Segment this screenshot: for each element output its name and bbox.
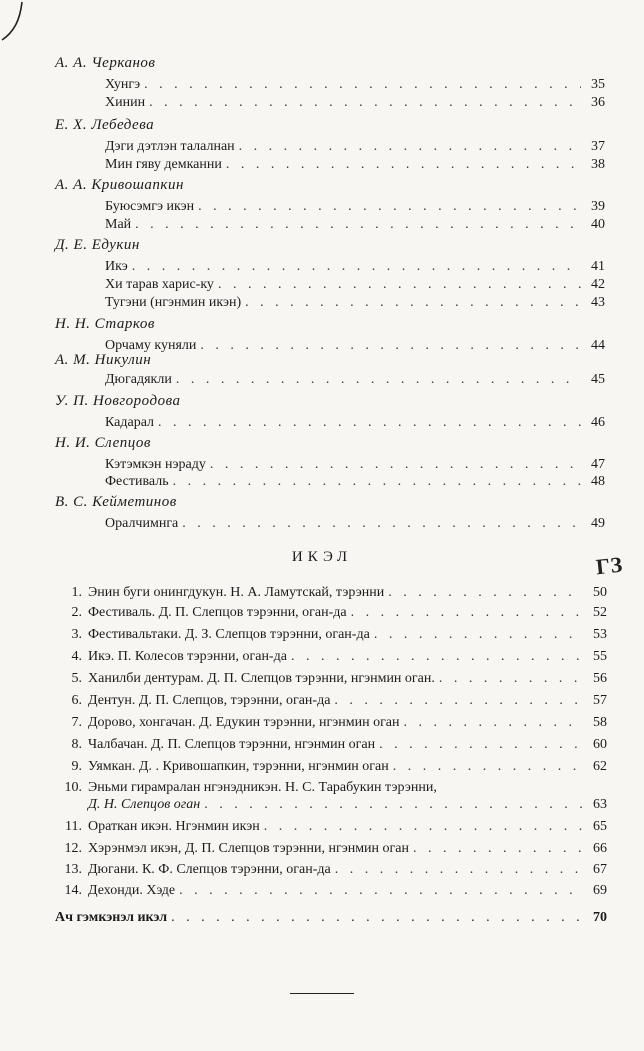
item-page: 55 [593,649,607,664]
toc-entry[interactable] [105,217,605,233]
item-page: 67 [593,862,607,877]
entry-page: 49 [591,516,605,531]
item-page: 65 [593,819,607,834]
closing-title: Ач гэмкэнэл икэл [55,910,168,925]
item-page: 58 [593,715,607,730]
item-number: 14. [64,883,82,898]
author-name: У. П. Новгородова [55,393,181,409]
item-number: 12. [64,841,82,856]
dot-leader [204,797,583,813]
entry-page: 41 [591,259,605,274]
song-item[interactable] [88,627,607,643]
item-title: Фестиваль. Д. П. Слепцов тэрэнни, оган-да [88,605,347,620]
dot-leader [335,862,583,878]
entry-page: 38 [591,157,605,172]
dot-leader [226,157,581,173]
dot-leader [176,372,581,388]
entry-page: 35 [591,77,605,92]
song-item[interactable] [88,862,607,878]
author-name: В. С. Кейметинов [55,494,177,510]
dot-leader [404,715,583,731]
entry-title: Хи тарав харис-ку [105,277,214,292]
entry-title: Хинин [105,95,146,110]
entry-title: Дэги дэтлэн талалнан [105,139,235,154]
item-title: Дехонди. Хэде [88,883,176,898]
author-name: Е. Х. Лебедева [55,117,155,133]
toc-entry[interactable] [105,372,605,388]
dot-leader [334,693,583,709]
toc-entry[interactable] [105,157,605,173]
item-title: Эньми гирамралан нгэнэдникэн. Н. С. Тарабукин тэрэнни, [88,780,437,795]
item-title: Фестивальтаки. Д. З. Слепцов тэрэнни, оган-да [88,627,370,642]
entry-title: Май [105,217,132,232]
entry-page: 45 [591,372,605,387]
item-number: 5. [71,671,82,686]
dot-leader [291,649,583,665]
song-item[interactable] [88,715,607,731]
item-page: 57 [593,693,607,708]
toc-entry[interactable] [105,457,605,473]
item-title: Энин буги онингдукун. Н. А. Ламутскай, тэрэнни [88,585,385,600]
dot-leader [135,217,581,233]
dot-leader [171,910,583,926]
item-title: Чалбачан. Д. П. Слепцов тэрэнни, нгэнмин оган [88,737,376,752]
entry-title: Дюгадякли [105,372,172,387]
dot-leader [182,516,581,532]
closing-entry[interactable] [55,910,607,926]
song-item[interactable] [88,883,607,899]
song-item[interactable] [88,819,607,835]
entry-title: Фестиваль [105,474,169,489]
entry-page: 42 [591,277,605,292]
song-item[interactable] [88,585,607,601]
entry-page: 44 [591,338,605,353]
entry-title: Икэ [105,259,128,274]
dot-leader [132,259,581,275]
item-title: Икэ. П. Колесов тэрэнни, оган-да [88,649,287,664]
song-item[interactable] [88,649,607,665]
pen-stroke-mark [0,0,40,50]
toc-entry[interactable] [105,516,605,532]
toc-entry[interactable] [105,338,605,354]
entry-title: Буюсэмгэ икэн [105,199,195,214]
dot-leader [158,415,581,431]
item-title: Хэрэнмэл икэн, Д. П. Слепцов тэрэнни, нгэнмин оган [88,841,409,856]
item-page: 50 [593,585,607,600]
dot-leader [388,585,583,601]
item-page: 60 [593,737,607,752]
author-name: Д. Е. Едукин [55,237,140,253]
dot-leader [144,77,581,93]
toc-entry[interactable] [105,95,605,111]
item-title: Дюгани. К. Ф. Слепцов тэрэнни, оган-да [88,862,331,877]
item-number: 4. [71,649,82,664]
song-item-continuation[interactable] [88,797,607,813]
entry-page: 37 [591,139,605,154]
dot-leader [239,139,581,155]
dot-leader [210,457,581,473]
toc-entry[interactable] [105,259,605,275]
entry-page: 43 [591,295,605,310]
entry-title: Хунгэ [105,77,141,92]
item-page: 63 [593,797,607,812]
item-page: 66 [593,841,607,856]
toc-entry[interactable] [105,474,605,490]
entry-page: 39 [591,199,605,214]
entry-title: Кэтэмкэн нэраду [105,457,206,472]
song-item[interactable] [88,671,607,687]
end-rule [290,993,354,994]
dot-leader [149,95,581,111]
item-title: Ханилби дентурам. Д. П. Слепцов тэрэнни, нгэнмин оган. [88,671,435,686]
song-item[interactable] [88,693,607,709]
author-name: А. А. Черканов [55,55,156,71]
dot-leader [198,199,581,215]
dot-leader [245,295,581,311]
item-title-line2: Д. Н. Слепцов оган [88,797,201,812]
toc-entry[interactable] [105,139,605,155]
dot-leader [379,737,583,753]
toc-entry[interactable] [105,415,605,431]
entry-page: 40 [591,217,605,232]
dot-leader [218,277,581,293]
item-page: 52 [593,605,607,620]
song-item[interactable] [88,737,607,753]
entry-title: Тугэни (нгэнмин икэн) [105,295,242,310]
author-name: Н. И. Слепцов [55,435,151,451]
dot-leader [413,841,583,857]
author-name: А. А. Кривошапкин [55,177,184,193]
item-number: 7. [71,715,82,730]
library-stamp: ГЗ [594,551,624,580]
item-title: Ораткан икэн. Нгэнмин икэн [88,819,260,834]
author-name: А. М. Никулин [55,352,152,368]
song-item[interactable] [88,841,607,857]
song-item[interactable] [88,780,607,796]
item-number: 9. [71,759,82,774]
dot-leader [393,759,583,775]
toc-entry[interactable] [105,77,605,93]
song-item[interactable] [88,605,607,621]
entry-page: 46 [591,415,605,430]
song-item[interactable] [88,759,607,775]
item-number: 10. [64,780,82,795]
dot-leader [374,627,583,643]
item-title: Дентун. Д. П. Слепцов, тэрэнни, оган-да [88,693,331,708]
toc-entry[interactable] [105,295,605,311]
dot-leader [200,338,581,354]
entry-title: Орчаму куняли [105,338,197,353]
item-page: 62 [593,759,607,774]
entry-page: 48 [591,474,605,489]
entry-title: Мин гяву демканни [105,157,222,172]
toc-entry[interactable] [105,199,605,215]
entry-page: 36 [591,95,605,110]
item-number: 1. [71,585,82,600]
toc-entry[interactable] [105,277,605,293]
item-number: 3. [71,627,82,642]
entry-title: Оралчимнга [105,516,179,531]
dot-leader [264,819,583,835]
dot-leader [439,671,583,687]
section-title: ИКЭЛ [291,549,353,565]
dot-leader [173,474,581,490]
item-page: 69 [593,883,607,898]
item-number: 11. [65,819,82,834]
item-page: 56 [593,671,607,686]
item-number: 6. [71,693,82,708]
item-page: 53 [593,627,607,642]
entry-title: Кадарал [105,415,155,430]
item-number: 2. [71,605,82,620]
item-title: Уямкан. Д. . Кривошапкин, тэрэнни, нгэнмин оган [88,759,389,774]
item-number: 13. [64,862,82,877]
item-number: 8. [71,737,82,752]
dot-leader [351,605,583,621]
dot-leader [179,883,583,899]
author-name: Н. Н. Старков [55,316,155,332]
item-title: Дорово, хонгачан. Д. Едукин тэрэнни, нгэнмин оган [88,715,400,730]
entry-page: 47 [591,457,605,472]
closing-page: 70 [593,910,607,925]
